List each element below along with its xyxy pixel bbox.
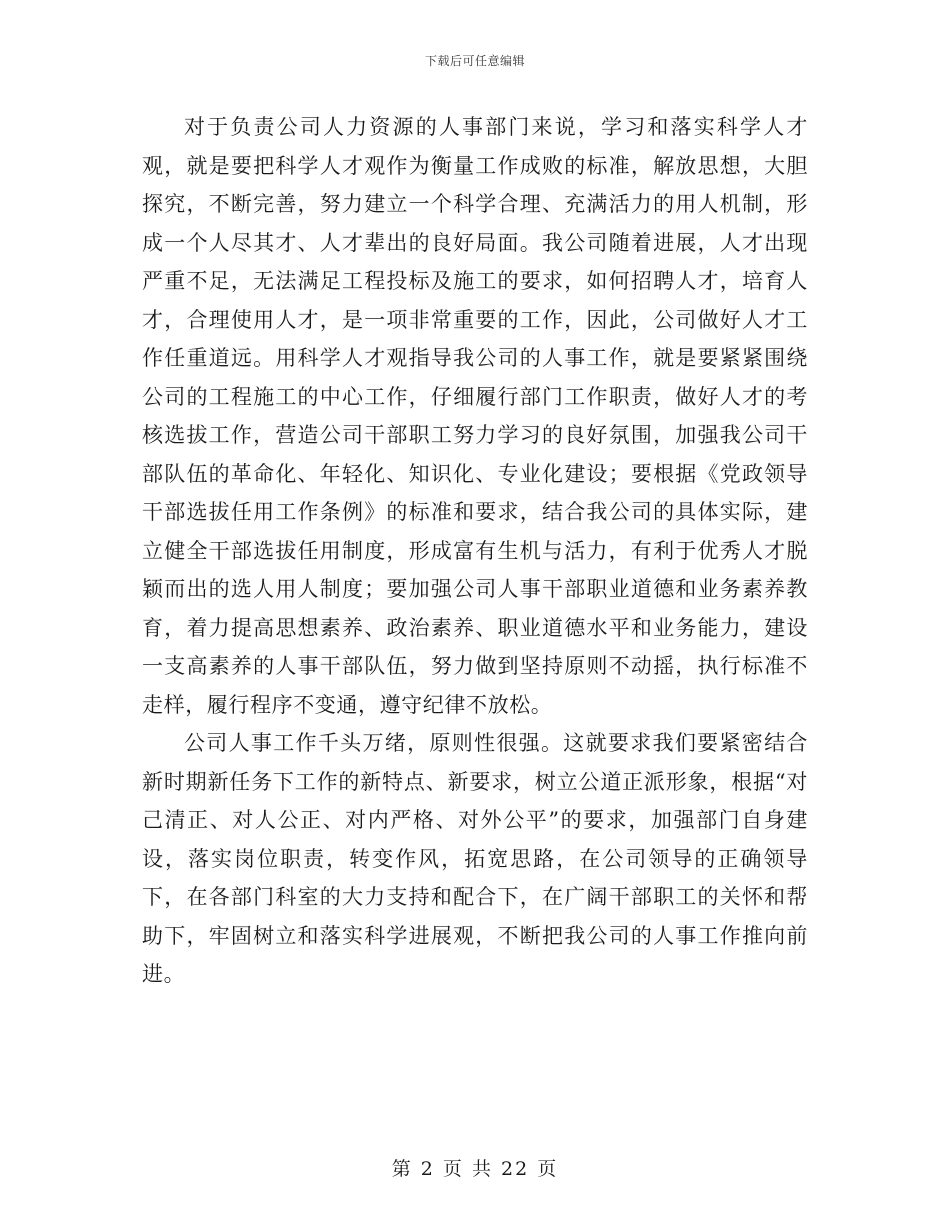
- page-number-footer: 第 2 页 共 22 页: [391, 1158, 559, 1180]
- document-body: [142, 108, 808, 994]
- paragraph: 对于负责公司人力资源的人事部门来说，学习和落实科学人才观，就是要把科学人才观作为衡量工作成败的标准，解放思想，大胆探究，不断完善，努力建立一个科学合理、充满活力的用人机制，形成一个人尽其才、人才辈出的良好局面。我公司随着进展，人才出现严重不足，无法满足工程投标及施工的要求，如何招聘人才，培育人才，合理使用人才，是一项非常重要的工作，因此，公司做好人才工作任重道远。用科学人才观指导我公司的人事工作，就是要紧紧围绕公司的工程施工的中心工作，仔细履行部门工作职责，做好人才的考核选拔工作，营造公司干部职工努力学习的良好氛围，加强我公司干部队伍的革命化、年轻化、知识化、专业化建设；要根据《党政领导干部选拔任用工作条例》的标准和要求，结合我公司的具体实际，建立健全干部选拔任用制度，形成富有生机与活力，有利于优秀人才脱颖而出的选人用人制度；要加强公司人事干部职业道德和业务素养教育，着力提高思想素养、政治素养、职业道德水平和业务能力，建设一支高素养的人事干部队伍，努力做到坚持原则不动摇，执行标准不走样，履行程序不变通，遵守纪律不放松。: [142, 115, 808, 717]
- paragraph: 公司人事工作千头万绪，原则性很强。这就要求我们要紧密结合新时期新任务下工作的新特点、新要求，树立公道正派形象，根据“对己清正、对人公正、对内严格、对外公平”的要求，加强部门自身建设，落实岗位职责，转变作风，拓宽思路，在公司领导的正确领导下，在各部门科室的大力支持和配合下，在广阔干部职工的关怀和帮助下，牢固树立和落实科学进展观，不断把我公司的人事工作推向前进。: [142, 731, 808, 986]
- page-header: 下载后可任意编辑: [424, 54, 525, 68]
